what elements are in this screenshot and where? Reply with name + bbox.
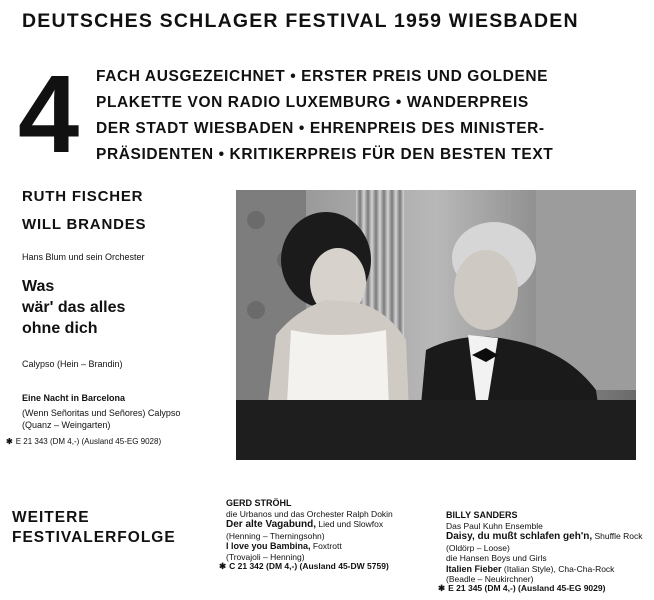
col1-credits1: (Henning – Therningsohn) (226, 530, 325, 541)
col2-artist: BILLY SANDERS (446, 510, 518, 520)
b-side-catalog-row (6, 437, 161, 446)
song-title-line-2: wär' das alles (22, 299, 126, 316)
star-icon: ✱ (438, 583, 446, 593)
orchestra-credit: Hans Blum und sein Orchester (22, 252, 145, 262)
col1-credits2: (Trovajoli – Henning) (226, 551, 305, 562)
col2-catalog: E 21 345 (DM 4,-) (Ausland 45-EG 9029) (448, 583, 606, 593)
artist-will-brandes: WILL BRANDES (22, 216, 147, 233)
award-line-3: DER STADT WIESBADEN • EHRENPREIS DES MINISTER- (96, 120, 545, 137)
award-line-4: PRÄSIDENTEN • KRITIKERPREIS FÜR DEN BESTEN TEXT (96, 146, 554, 163)
weitere-line-2: FESTIVALERFOLGE (12, 529, 176, 546)
col2-orchestra: Das Paul Kuhn Ensemble (446, 520, 543, 531)
award-line-2: PLAKETTE VON RADIO LUXEMBURG • WANDERPREIS (96, 94, 529, 111)
col1-title1: Der alte Vagabund, (226, 519, 317, 530)
b-side-credits: (Quanz – Weingarten) (22, 420, 111, 430)
col1-style2: Foxtrott (310, 541, 342, 551)
col1-style1: Lied und Slowfox (316, 519, 384, 529)
artist-ruth-fischer: RUTH FISCHER (22, 188, 144, 205)
col2-title2: Italien Fieber (446, 563, 502, 574)
col2-style2: (Italian Style), Cha-Cha-Rock (501, 563, 615, 574)
photo-illustration (236, 190, 636, 460)
col2-title1: Daisy, du mußt schlafen geh'n, (446, 531, 593, 542)
song-title-line-1: Was (22, 278, 55, 295)
col1-orchestra: die Urbanos und das Orchester Ralph Dokin (226, 508, 393, 519)
weitere-festivalerfolge-heading (12, 508, 176, 548)
col2-catalog-row (438, 583, 605, 594)
col2-orchestra2: die Hansen Boys und Girls (446, 553, 547, 563)
b-side-subtitle: (Wenn Señoritas und Señores) Calypso (22, 408, 181, 418)
b-side-block (22, 392, 180, 431)
col1-title2: I love you Bambina, (226, 541, 311, 551)
weitere-line-1: WEITERE (12, 509, 90, 526)
star-icon: ✱ (219, 561, 227, 571)
big-number-four: 4 (18, 53, 80, 176)
song-title-line-3: ohne dich (22, 320, 98, 337)
col2-credits2: (Beadle – Neukirchner) (446, 574, 534, 584)
col2-style1: Shuffle Rock (592, 531, 643, 541)
column-gerd-strohl (226, 498, 393, 562)
song-title (22, 276, 125, 339)
b-side-catalog: E 21 343 (DM 4,-) (Ausland 45-EG 9028) (15, 437, 162, 446)
b-side-title: Eine Nacht in Barcelona (22, 393, 126, 403)
award-line-1: FACH AUSGEZEICHNET • ERSTER PREIS UND GOLDENE (96, 68, 549, 85)
page-header: DEUTSCHES SCHLAGER FESTIVAL 1959 WIESBADEN (22, 10, 579, 32)
star-icon: ✱ (6, 437, 13, 446)
photo-singers (236, 190, 636, 460)
col1-artist: GERD STRÖHL (226, 498, 292, 508)
col2-credits1: (Oldörp – Loose) (446, 542, 510, 553)
col1-catalog: C 21 342 (DM 4,-) (Ausland 45-DW 5759) (229, 561, 389, 571)
col1-catalog-row (219, 561, 389, 572)
column-billy-sanders (446, 510, 643, 585)
song-style: Calypso (Hein – Brandin) (22, 359, 123, 369)
